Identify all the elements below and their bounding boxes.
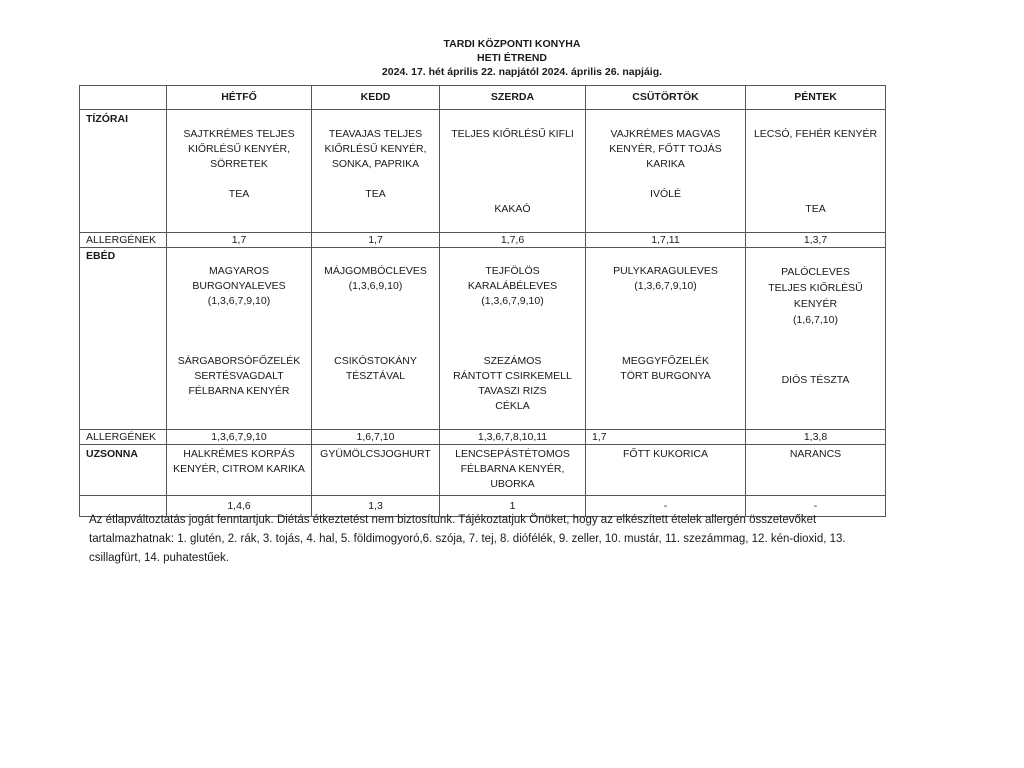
allergen-cell: 1,3,6,7,8,10,11 bbox=[440, 430, 586, 445]
allergen-disclaimer: Az étlapváltoztatás jogát fenntartjuk. Diétás étkeztetést nem biztosítunk. Tájékoztatjuk Önöket, hogy az elkészített ételek allergén összetevőket tartalmazhatnak: 1. glutén, 2. rák, 3. tojás, 4. hal, 5. földimogyoró,6. szója, 7. tej, 8. diófélék, 9. zeller, 10. mustár, 11. szezámmag, 12. kén-dioxid, 13. csillagfürt, 14. puhatestűek. bbox=[89, 514, 846, 564]
day-thursday: CSÜTÖRTÖK bbox=[586, 86, 746, 110]
ebed-main: SZEZÁMOS RÁNTOTT CSIRKEMELL TAVASZI RIZS CÉKLA bbox=[453, 355, 572, 412]
ebed-main: SÁRGABORSÓFŐZELÉK SERTÉSVAGDALT FÉLBARNA KENYÉR bbox=[177, 355, 301, 397]
tizorai-cell bbox=[440, 110, 586, 233]
ebed-cell bbox=[746, 248, 886, 430]
allergen-cell: 1,7 bbox=[167, 233, 312, 248]
uzsonna-cell: GYÜMÖLCSJOGHURT bbox=[312, 445, 440, 496]
row-uzsonna bbox=[80, 445, 886, 496]
tizorai-main: TEAVAJAS TELJES KIŐRLÉSŰ KENYÉR, SONKA, PAPRIKA bbox=[324, 128, 427, 170]
allergen-cell: 1,7 bbox=[312, 233, 440, 248]
allergen-cell: - bbox=[586, 496, 746, 517]
ebed-soup: MÁJGOMBÓCLEVES (1,3,6,9,10) bbox=[324, 265, 427, 292]
row-allergen-tizorai bbox=[80, 233, 886, 248]
ebed-main: MEGGYFŐZELÉK TÖRT BURGONYA bbox=[620, 355, 711, 382]
allergen-cell: 1,4,6 bbox=[167, 496, 312, 517]
menu-period: 2024. 17. hét április 22. napjától 2024. április 26. napjáig. bbox=[381, 66, 663, 78]
ebed-cell bbox=[312, 248, 440, 430]
day-wednesday: SZERDA bbox=[440, 86, 586, 110]
ebed-main: DIÓS TÉSZTA bbox=[781, 374, 850, 386]
allergen-cell: 1,7,6 bbox=[440, 233, 586, 248]
row-label-uzsonna: UZSONNA bbox=[80, 445, 167, 496]
uzsonna-cell: LENCSEPÁSTÉTOMOS FÉLBARNA KENYÉR, UBORKA bbox=[440, 445, 586, 496]
tizorai-drink: IVÓLÉ bbox=[650, 188, 681, 200]
ebed-cell bbox=[440, 248, 586, 430]
uzsonna-cell: FŐTT KUKORICA bbox=[586, 445, 746, 496]
tizorai-cell bbox=[312, 110, 440, 233]
row-tizorai bbox=[80, 110, 886, 233]
tizorai-main: VAJKRÉMES MAGVAS KENYÉR, FŐTT TOJÁS KARIKA bbox=[609, 128, 722, 170]
weekly-menu-table bbox=[79, 85, 886, 517]
tizorai-cell bbox=[746, 110, 886, 233]
tizorai-drink: TEA bbox=[805, 203, 826, 215]
ebed-main: CSIKÓSTOKÁNY TÉSZTÁVAL bbox=[334, 355, 417, 382]
row-label-allergen: ALLERGÉNEK bbox=[80, 430, 167, 445]
allergen-cell: 1,3,7 bbox=[746, 233, 886, 248]
tizorai-drink: TEA bbox=[228, 188, 250, 200]
kitchen-title: TARDI KÖZPONTI KONYHA bbox=[443, 38, 581, 50]
day-tuesday: KEDD bbox=[312, 86, 440, 110]
day-monday: HÉTFŐ bbox=[167, 86, 312, 110]
ebed-cell bbox=[586, 248, 746, 430]
allergen-cell: 1,7 bbox=[586, 430, 746, 445]
row-ebed bbox=[80, 248, 886, 430]
ebed-soup: PULYKARAGULEVES (1,3,6,7,9,10) bbox=[613, 265, 718, 292]
allergen-cell: - bbox=[746, 496, 886, 517]
allergen-cell: 1,3 bbox=[312, 496, 440, 517]
tizorai-main: LECSÓ, FEHÉR KENYÉR bbox=[753, 128, 878, 140]
row-label-tizorai: TÍZÓRAI bbox=[80, 110, 167, 233]
ebed-soup: PALÓCLEVES TELJES KIŐRLÉSŰ KENYÉR (1,6,7,10) bbox=[768, 266, 863, 326]
ebed-soup: MAGYAROS BURGONYALEVES (1,3,6,7,9,10) bbox=[192, 265, 286, 307]
day-header-row bbox=[80, 86, 886, 110]
corner-cell bbox=[80, 86, 167, 110]
document-header bbox=[0, 37, 1024, 79]
tizorai-main: TELJES KIŐRLÉSŰ KIFLI bbox=[451, 128, 574, 140]
allergen-cell: 1,3,6,7,9,10 bbox=[167, 430, 312, 445]
row-label-allergen: ALLERGÉNEK bbox=[80, 233, 167, 248]
ebed-soup: TEJFÖLÖS KARALÁBÉLEVES (1,3,6,7,9,10) bbox=[467, 265, 558, 307]
row-label-ebed: EBÉD bbox=[80, 248, 167, 430]
allergen-cell: 1,3,8 bbox=[746, 430, 886, 445]
tizorai-drink: TEA bbox=[365, 188, 386, 200]
tizorai-cell bbox=[586, 110, 746, 233]
uzsonna-cell: HALKRÉMES KORPÁS KENYÉR, CITROM KARIKA bbox=[167, 445, 312, 496]
row-allergen-ebed bbox=[80, 430, 886, 445]
day-friday: PÉNTEK bbox=[746, 86, 886, 110]
allergen-cell: 1,6,7,10 bbox=[312, 430, 440, 445]
ebed-cell bbox=[167, 248, 312, 430]
allergen-cell: 1,7,11 bbox=[586, 233, 746, 248]
allergen-cell: 1 bbox=[440, 496, 586, 517]
tizorai-main: SAJTKRÉMES TELJES KIŐRLÉSŰ KENYÉR, SÖRRETEK bbox=[183, 128, 295, 170]
tizorai-cell bbox=[167, 110, 312, 233]
menu-subtitle: HETI ÉTREND bbox=[476, 52, 547, 64]
uzsonna-cell: NARANCS bbox=[746, 445, 886, 496]
tizorai-drink: KAKAÓ bbox=[494, 203, 531, 215]
